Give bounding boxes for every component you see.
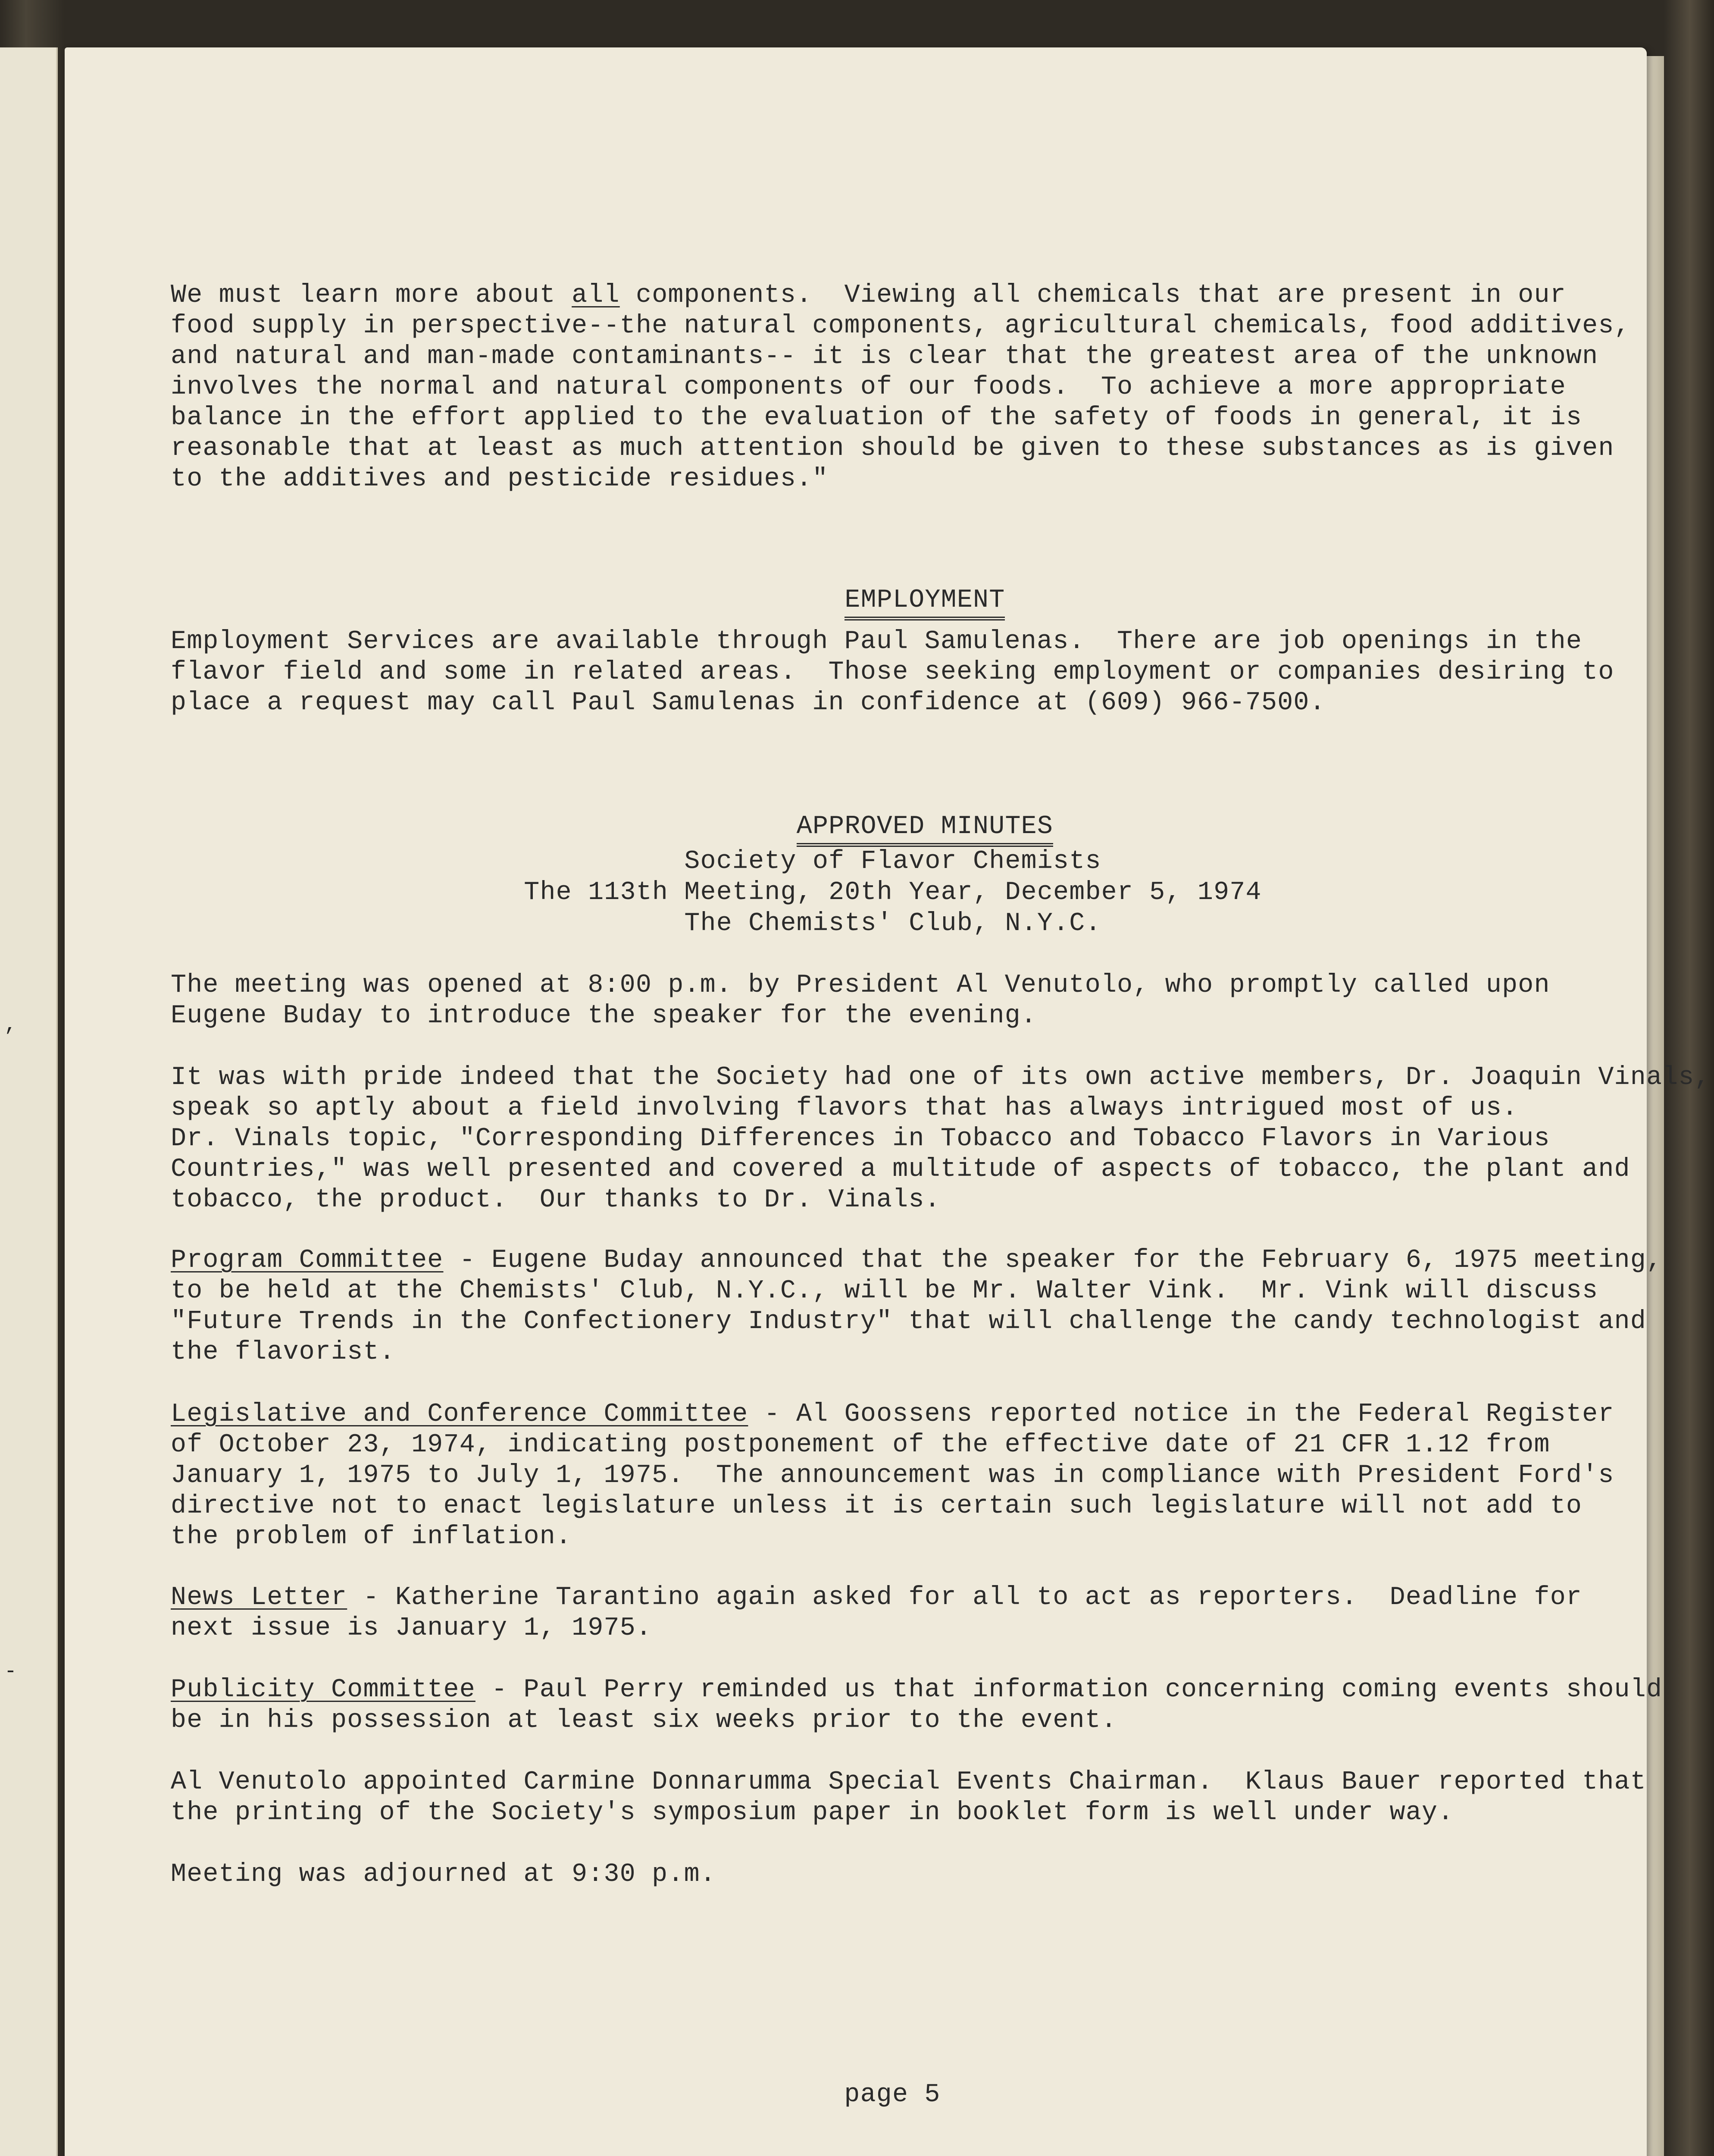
legislative-line: of October 23, 1974, indicating postponement of the effective date of 21 CFR 1.12 from — [171, 1430, 1550, 1460]
program-line: to be held at the Chemists' Club, N.Y.C., will be Mr. Walter Vink. Mr. Vink will discuss — [171, 1276, 1598, 1306]
opening-paragraph — [171, 970, 1645, 1031]
publicity-committee-paragraph: Publicity Committee - Paul Perry reminded us that information concerning coming events should be in his possession at least six weeks prior to the event. — [171, 1675, 1663, 1735]
newsletter-paragraph: News Letter - Katherine Tarantino again asked for all to act as reporters. Deadline for next issue is January 1, 1975. — [171, 1583, 1645, 1644]
adjourned-paragraph — [171, 1859, 1645, 1890]
program-line: "Future Trends in the Confectionery Industry" that will challenge the candy technologist and — [171, 1307, 1646, 1336]
program-committee-title: Program Committee — [171, 1246, 444, 1275]
meeting-header-line: Society of Flavor Chemists — [684, 847, 1101, 876]
intro-line: and natural and man-made contaminants-- it is clear that the greatest area of the unknown — [171, 342, 1598, 371]
program-committee-paragraph: Program Committee - Eugene Buday announced that the speaker for the February 6, 1975 meeting, to be held at the Chemists' Club, N.Y.C., will be Mr. Walter Vink. Mr. Vink will discuss "Future Trends in the Confectionery Industry" that will challenge the candy technologist and the flavorist. — [171, 1246, 1663, 1367]
newsletter-line: next issue is January 1, 1975. — [171, 1614, 652, 1643]
legislative-committee-title: Legislative and Conference Committee — [171, 1400, 748, 1429]
speaker-paragraph — [171, 1062, 1711, 1216]
speaker-line: It was with pride indeed that the Society had one of its own active members, Dr. Joaquin Vinals, — [171, 1063, 1711, 1092]
appointments-paragraph — [171, 1767, 1645, 1828]
prev-page-comma: , — [4, 1013, 17, 1037]
employment-heading: EMPLOYMENT — [171, 556, 1615, 644]
intro-line: involves the normal and natural components of our foods. To achieve a more appropriate — [171, 373, 1566, 402]
legislative-line: the problem of inflation. — [171, 1522, 572, 1551]
publicity-committee-title: Publicity Committee — [171, 1675, 475, 1705]
intro-line: balance in the effort applied to the evaluation of the safety of foods in general, it is — [171, 403, 1583, 432]
intro-line: reasonable that at least as much attention should be given to these substances as is given — [171, 434, 1614, 463]
intro-line: We must learn more about all components. Viewing all chemicals that are present in our — [171, 281, 1566, 310]
meeting-header — [171, 846, 1615, 939]
legislative-committee-paragraph: Legislative and Conference Committee - Al Goossens reported notice in the Federal Register of October 23, 1974, indicating postponement of the effective date of 21 CFR 1.12 from January 1, 1975 to July 1, 1975. The announcement was in compliance with President Ford's directive not to enact legislature unless it is certain such legislature will not add to the problem of inflation. — [171, 1399, 1645, 1552]
appointments-line: the printing of the Society's symposium paper in booklet form is well under way. — [171, 1798, 1454, 1827]
meeting-header-line: The 113th Meeting, 20th Year, December 5, 1974 — [524, 878, 1262, 907]
opening-line: Eugene Buday to introduce the speaker for the evening. — [171, 1001, 1037, 1031]
speaker-line: tobacco, the product. Our thanks to Dr. Vinals. — [171, 1185, 941, 1215]
employment-paragraph — [171, 627, 1645, 718]
legislative-line: January 1, 1975 to July 1, 1975. The announcement was in compliance with President Ford's — [171, 1461, 1614, 1490]
page-number: page 5 — [844, 2080, 941, 2109]
publicity-line: be in his possession at least six weeks prior to the event. — [171, 1706, 1117, 1735]
opening-line: The meeting was opened at 8:00 p.m. by President Al Venutolo, who promptly called upon — [171, 971, 1550, 1000]
intro-paragraph — [171, 280, 1645, 495]
employment-line: place a request may call Paul Samulenas in confidence at (609) 966-7500. — [171, 688, 1326, 718]
meeting-header-line: The Chemists' Club, N.Y.C. — [684, 909, 1101, 938]
adjourned-line: Meeting was adjourned at 9:30 p.m. — [171, 1860, 716, 1889]
prev-page-dash: - — [4, 1660, 17, 1683]
speaker-line: Countries," was well presented and covered a multitude of aspects of tobacco, the plant and — [171, 1155, 1630, 1184]
newsletter-title: News Letter — [171, 1583, 347, 1612]
speaker-line: Dr. Vinals topic, "Corresponding Differences in Tobacco and Tobacco Flavors in Various — [171, 1124, 1550, 1153]
approved-minutes-heading: APPROVED MINUTES — [171, 783, 1615, 871]
employment-line: Employment Services are available through Paul Samulenas. There are job openings in the — [171, 627, 1583, 656]
legislative-line: directive not to enact legislature unless it is certain such legislature will not add to — [171, 1492, 1583, 1521]
appointments-line: Al Venutolo appointed Carmine Donnarumma Special Events Chairman. Klaus Bauer reported that — [171, 1767, 1646, 1797]
program-line: the flavorist. — [171, 1338, 395, 1367]
intro-line: to the additives and pesticide residues." — [171, 464, 829, 494]
employment-line: flavor field and some in related areas. Those seeking employment or companies desiring to — [171, 658, 1614, 687]
emphasis-all: all — [572, 281, 620, 310]
speaker-line: speak so aptly about a field involving flavors that has always intrigued most of us. — [171, 1094, 1518, 1123]
intro-line: food supply in perspective--the natural components, agricultural chemicals, food additives, — [171, 311, 1630, 341]
